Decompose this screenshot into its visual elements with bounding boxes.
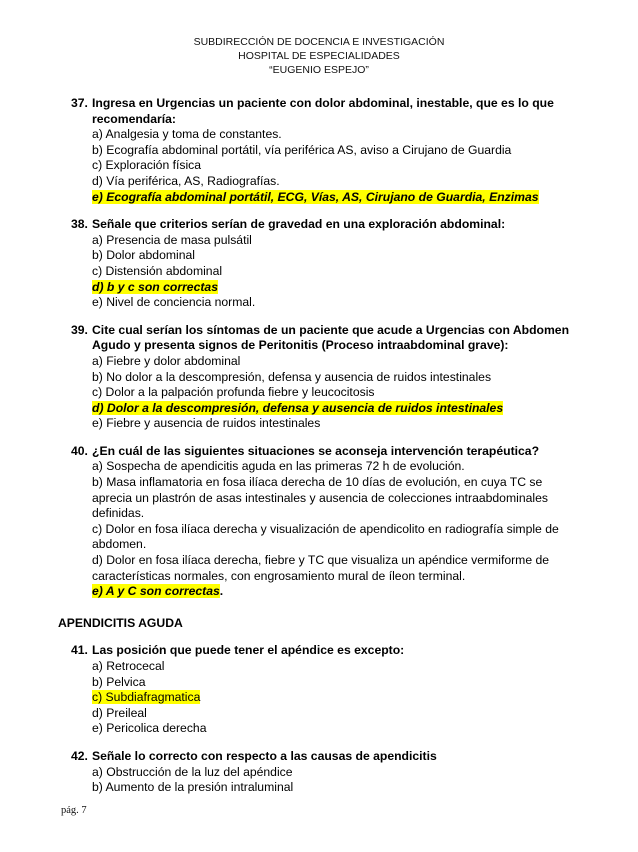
options-list — [62, 354, 582, 432]
correct-answer: d) b y c son correctas — [92, 279, 218, 294]
option-d: d) Vía periférica, AS, Radiografías. — [92, 173, 280, 188]
option-e: e) Fiebre y ausencia de ruidos intestinales — [92, 416, 321, 431]
page-number: pág. 7 — [61, 805, 87, 816]
question-title — [62, 643, 582, 659]
page-header — [0, 36, 638, 78]
options-list — [62, 459, 582, 599]
option-e: e) Nivel de conciencia normal. — [92, 295, 256, 310]
question-37 — [62, 96, 582, 205]
option-a: a) Presencia de masa pulsátil — [92, 232, 252, 247]
question-number: 37. — [71, 96, 88, 110]
option-c: c) Distensión abdominal — [92, 263, 223, 278]
option-b: b) Masa inflamatoria en fosa ilíaca derecha de 10 días de evolución, en cuya TC se aprecia un plastrón de asas intestinales y ausencia de colecciones intraabdominales definidas. — [92, 475, 548, 521]
option-b: b) Dolor abdominal — [92, 248, 195, 263]
question-42 — [62, 749, 582, 796]
question-number: 41. — [71, 643, 88, 658]
options-list — [62, 233, 582, 311]
option-a: a) Obstrucción de la luz del apéndice — [92, 764, 293, 779]
options-list — [62, 659, 582, 737]
header-line-2: HOSPITAL DE ESPECIALIDADES — [238, 50, 400, 62]
option-b: b) Pelvica — [92, 674, 146, 689]
question-title — [62, 217, 582, 233]
question-38 — [62, 217, 582, 311]
question-title — [62, 444, 582, 460]
section-heading: APENDICITIS AGUDA — [58, 615, 183, 630]
option-d: d) Dolor en fosa ilíaca derecha, fiebre y TC que visualiza un apéndice vermiforme de características normales, con engrosamiento mural de íleon terminal. — [92, 553, 550, 583]
correct-answer: c) Subdiafragmatica — [92, 690, 201, 705]
document-body — [58, 96, 582, 808]
option-b: b) Ecografía abdominal portátil, vía periférica AS, aviso a Cirujano de Guardia — [92, 142, 512, 157]
question-text: ¿En cuál de las siguientes situaciones se aconseja intervención terapéutica? — [92, 443, 540, 458]
question-title — [62, 323, 582, 354]
option-b: b) No dolor a la descompresión, defensa y ausencia de ruidos intestinales — [92, 369, 492, 384]
question-title — [62, 96, 582, 127]
header-line-3: “EUGENIO ESPEJO” — [269, 64, 369, 76]
correct-answer: e) Ecografía abdominal portátil, ECG, Vías, AS, Cirujano de Guardia, Enzimas — [92, 189, 539, 204]
question-number: 39. — [71, 322, 88, 337]
question-number: 40. — [71, 443, 88, 458]
header-line-1: SUBDIRECCIÓN DE DOCENCIA E INVESTIGACIÓN — [193, 36, 445, 48]
question-40 — [62, 444, 582, 600]
option-c: c) Dolor a la palpación profunda fiebre y leucocitosis — [92, 385, 375, 400]
option-c: c) Dolor en fosa ilíaca derecha y visualización de apendicolito en radiografía simple de abdomen. — [92, 521, 559, 552]
option-a: a) Sospecha de apendicitis aguda en las primeras 72 h de evolución. — [92, 459, 465, 474]
option-b: b) Aumento de la presión intraluminal — [92, 780, 294, 795]
option-c: c) Exploración física — [92, 158, 202, 173]
correct-answer: e) A y C son correctas — [92, 584, 220, 599]
question-41 — [62, 643, 582, 737]
question-text: Señale que criterios serían de gravedad en una exploración abdominal: — [92, 217, 506, 232]
question-text: Cite cual serían los síntomas de un paciente que acude a Urgencias con Abdomen Agudo y presenta signos de Peritonitis (Proceso intraabdominal grave): — [92, 322, 570, 353]
option-e: e) Pericolica derecha — [92, 721, 207, 736]
option-a: a) Fiebre y dolor abdominal — [92, 353, 241, 368]
options-list — [62, 765, 582, 796]
question-number: 42. — [71, 748, 88, 763]
correct-answer: d) Dolor a la descompresión, defensa y ausencia de ruidos intestinales — [92, 400, 504, 415]
question-text: Señale lo correcto con respecto a las causas de apendicitis — [92, 748, 437, 763]
options-list — [62, 127, 582, 205]
option-a: a) Retrocecal — [92, 659, 165, 673]
option-d: d) Preileal — [92, 705, 147, 720]
question-text: Ingresa en Urgencias un paciente con dolor abdominal, inestable, que es lo que recomendaría: — [92, 96, 554, 126]
question-number: 38. — [71, 217, 88, 232]
question-39 — [62, 323, 582, 432]
option-a: a) Analgesia y toma de constantes. — [92, 127, 282, 142]
question-title — [62, 749, 582, 765]
question-text: Las posición que puede tener el apéndice es excepto: — [92, 643, 405, 658]
answer-period: . — [219, 584, 224, 599]
